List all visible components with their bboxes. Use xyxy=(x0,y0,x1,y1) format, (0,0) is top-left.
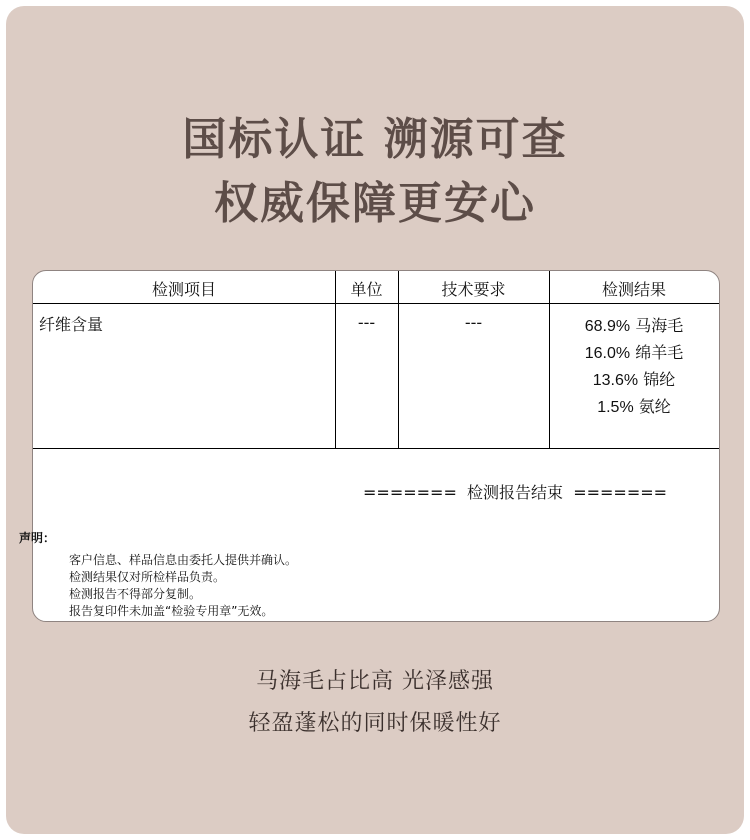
caption-line-1: 马海毛占比高 光泽感强 xyxy=(256,669,494,694)
statement-label: 声明： xyxy=(19,531,56,545)
result-percent: 1.5% xyxy=(597,399,634,416)
cell-requirement: --- xyxy=(464,313,483,332)
statement-item: 检测结果仅对所检样品负责。 xyxy=(69,570,226,584)
header-unit: 单位 xyxy=(350,280,383,299)
header-requirement: 技术要求 xyxy=(441,280,506,299)
result-fiber: 氨纶 xyxy=(638,397,671,416)
statement-item: 客户信息、样品信息由委托人提供并确认。 xyxy=(69,553,298,567)
result-line xyxy=(549,394,719,417)
report-end-marker: ======= 检测报告结束 ======= xyxy=(363,483,668,502)
result-fiber: 锦纶 xyxy=(643,370,676,389)
caption-line-2: 轻盈蓬松的同时保暖性好 xyxy=(248,711,502,736)
cell-unit: --- xyxy=(357,313,376,332)
result-line xyxy=(549,367,719,390)
result-fiber: 马海毛 xyxy=(635,316,684,335)
result-percent: 68.9% xyxy=(584,318,631,335)
statement-item: 报告复印件未加盖“检验专用章”无效。 xyxy=(69,604,274,618)
result-line xyxy=(549,340,719,363)
result-line xyxy=(549,313,719,336)
header-test-item: 检测项目 xyxy=(151,280,216,299)
headline-line-2: 权威保障更安心 xyxy=(214,178,536,229)
result-percent: 13.6% xyxy=(592,372,639,389)
header-result: 检测结果 xyxy=(601,280,666,299)
result-percent: 16.0% xyxy=(584,345,631,362)
test-report-table xyxy=(19,270,720,622)
statement-item: 检测报告不得部分复制。 xyxy=(69,587,202,601)
table-bottom-divider xyxy=(33,448,719,449)
header-divider xyxy=(33,303,719,304)
cell-test-item: 纤维含量 xyxy=(39,315,104,334)
headline-line-1: 国标认证 溯源可查 xyxy=(182,114,568,165)
result-fiber: 绵羊毛 xyxy=(635,343,684,362)
